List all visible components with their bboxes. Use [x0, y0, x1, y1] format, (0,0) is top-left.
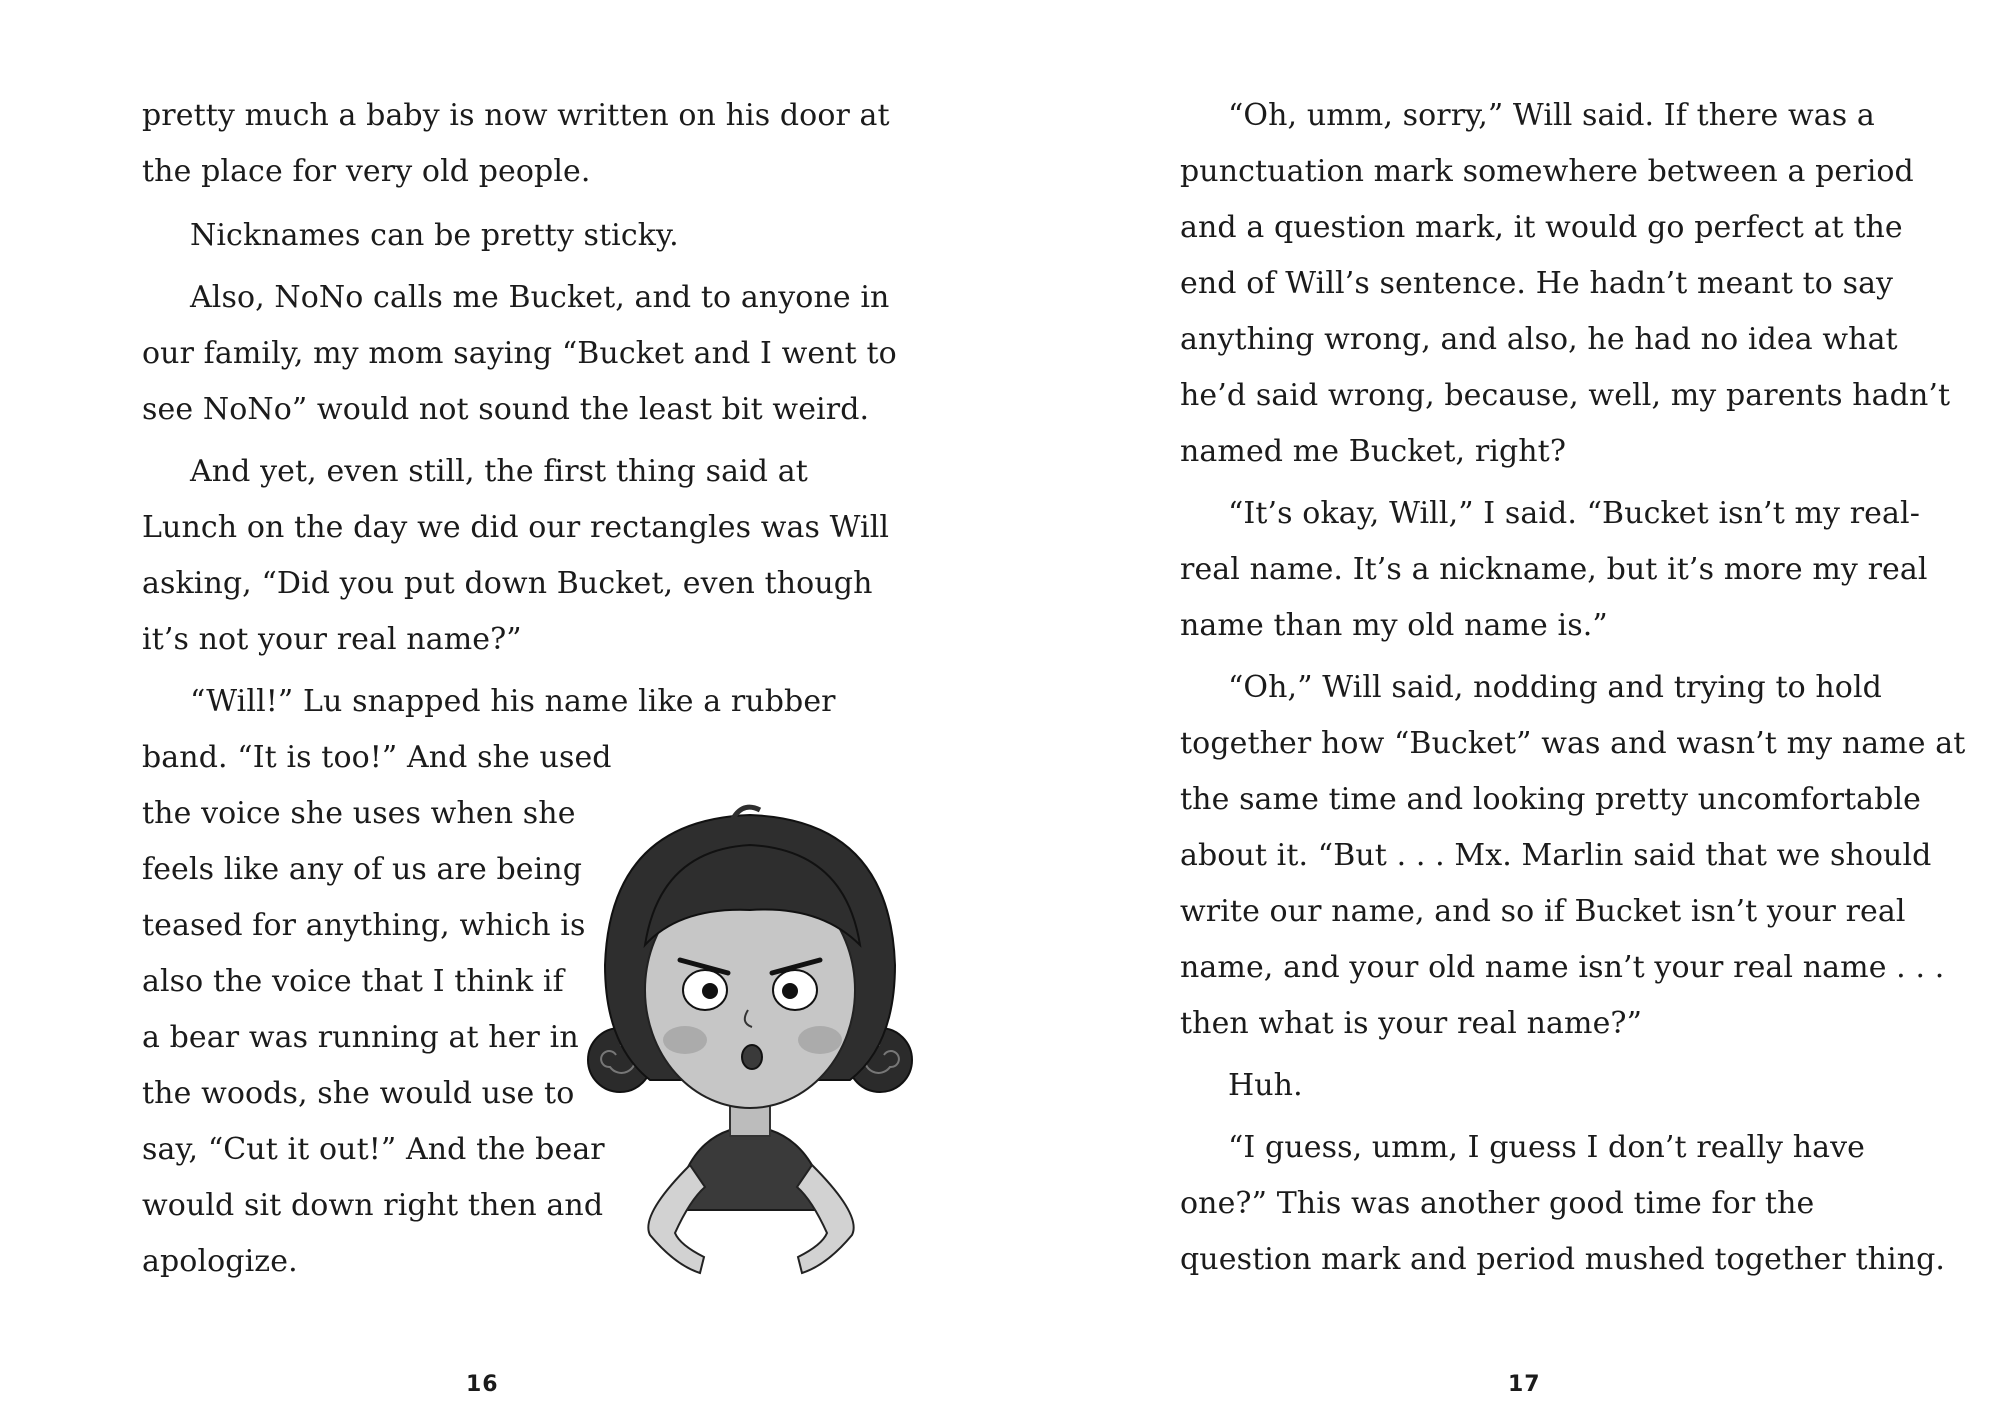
text-line: he’d said wrong, because, well, my parents hadn’t [1180, 378, 1951, 413]
text-line: Lunch on the day we did our rectangles was Will [142, 510, 890, 545]
text-line: feels like any of us are being [142, 852, 583, 887]
text-line: name than my old name is.” [1180, 608, 1608, 643]
text-line: write our name, and so if Bucket isn’t your real [1180, 894, 1906, 929]
text-line: the same time and looking pretty uncomfortable [1180, 782, 1922, 817]
text-line: our family, my mom saying “Bucket and I went to [142, 336, 897, 371]
text-line: one?” This was another good time for the [1180, 1186, 1815, 1221]
text-line: it’s not your real name?” [142, 622, 522, 657]
text-line: And yet, even still, the first thing said at [190, 454, 808, 489]
text-line: Huh. [1228, 1068, 1303, 1103]
text-line: the woods, she would use to [142, 1076, 575, 1111]
text-line: then what is your real name?” [1180, 1006, 1643, 1041]
text-line: “Oh,” Will said, nodding and trying to hold [1228, 670, 1882, 705]
text-line: apologize. [142, 1244, 298, 1279]
page-number: 17 [1508, 1372, 1541, 1397]
text-line: named me Bucket, right? [1180, 434, 1567, 469]
text-line: a bear was running at her in [142, 1020, 579, 1055]
text-line: “It’s okay, Will,” I said. “Bucket isn’t my real- [1228, 496, 1920, 531]
text-line: end of Will’s sentence. He hadn’t meant to say [1180, 266, 1894, 301]
text-line: asking, “Did you put down Bucket, even though [142, 566, 873, 601]
text-line: say, “Cut it out!” And the bear [142, 1132, 605, 1167]
text-line: real name. It’s a nickname, but it’s more my real [1180, 552, 1928, 587]
text-line: pretty much a baby is now written on his door at [142, 98, 890, 133]
text-line: see NoNo” would not sound the least bit weird. [142, 392, 870, 427]
text-line: “I guess, umm, I guess I don’t really have [1228, 1130, 1866, 1165]
text-line: “Oh, umm, sorry,” Will said. If there was a [1228, 98, 1875, 133]
text-line: anything wrong, and also, he had no idea what [1180, 322, 1898, 357]
text-line: Also, NoNo calls me Bucket, and to anyone in [190, 280, 890, 315]
text-line: punctuation mark somewhere between a period [1180, 154, 1914, 189]
text-line: also the voice that I think if [142, 964, 564, 999]
text-line: would sit down right then and [142, 1188, 604, 1223]
text-line: the place for very old people. [142, 154, 591, 189]
text-line: the voice she uses when she [142, 796, 576, 831]
right-page [1000, 0, 2000, 1428]
text-line: Nicknames can be pretty sticky. [190, 218, 679, 253]
text-line: band. “It is too!” And she used [142, 740, 612, 775]
page-number: 16 [466, 1372, 499, 1397]
text-line: teased for anything, which is [142, 908, 586, 943]
text-line: and a question mark, it would go perfect at the [1180, 210, 1903, 245]
text-line: together how “Bucket” was and wasn’t my name at [1180, 726, 1966, 761]
girl-illustration [580, 795, 920, 1275]
text-line: question mark and period mushed together thing. [1180, 1242, 1946, 1277]
text-line: about it. “But . . . Mx. Marlin said that we should [1180, 838, 1932, 873]
text-line: “Will!” Lu snapped his name like a rubber [190, 684, 836, 719]
text-line: name, and your old name isn’t your real name . . . [1180, 950, 1945, 985]
